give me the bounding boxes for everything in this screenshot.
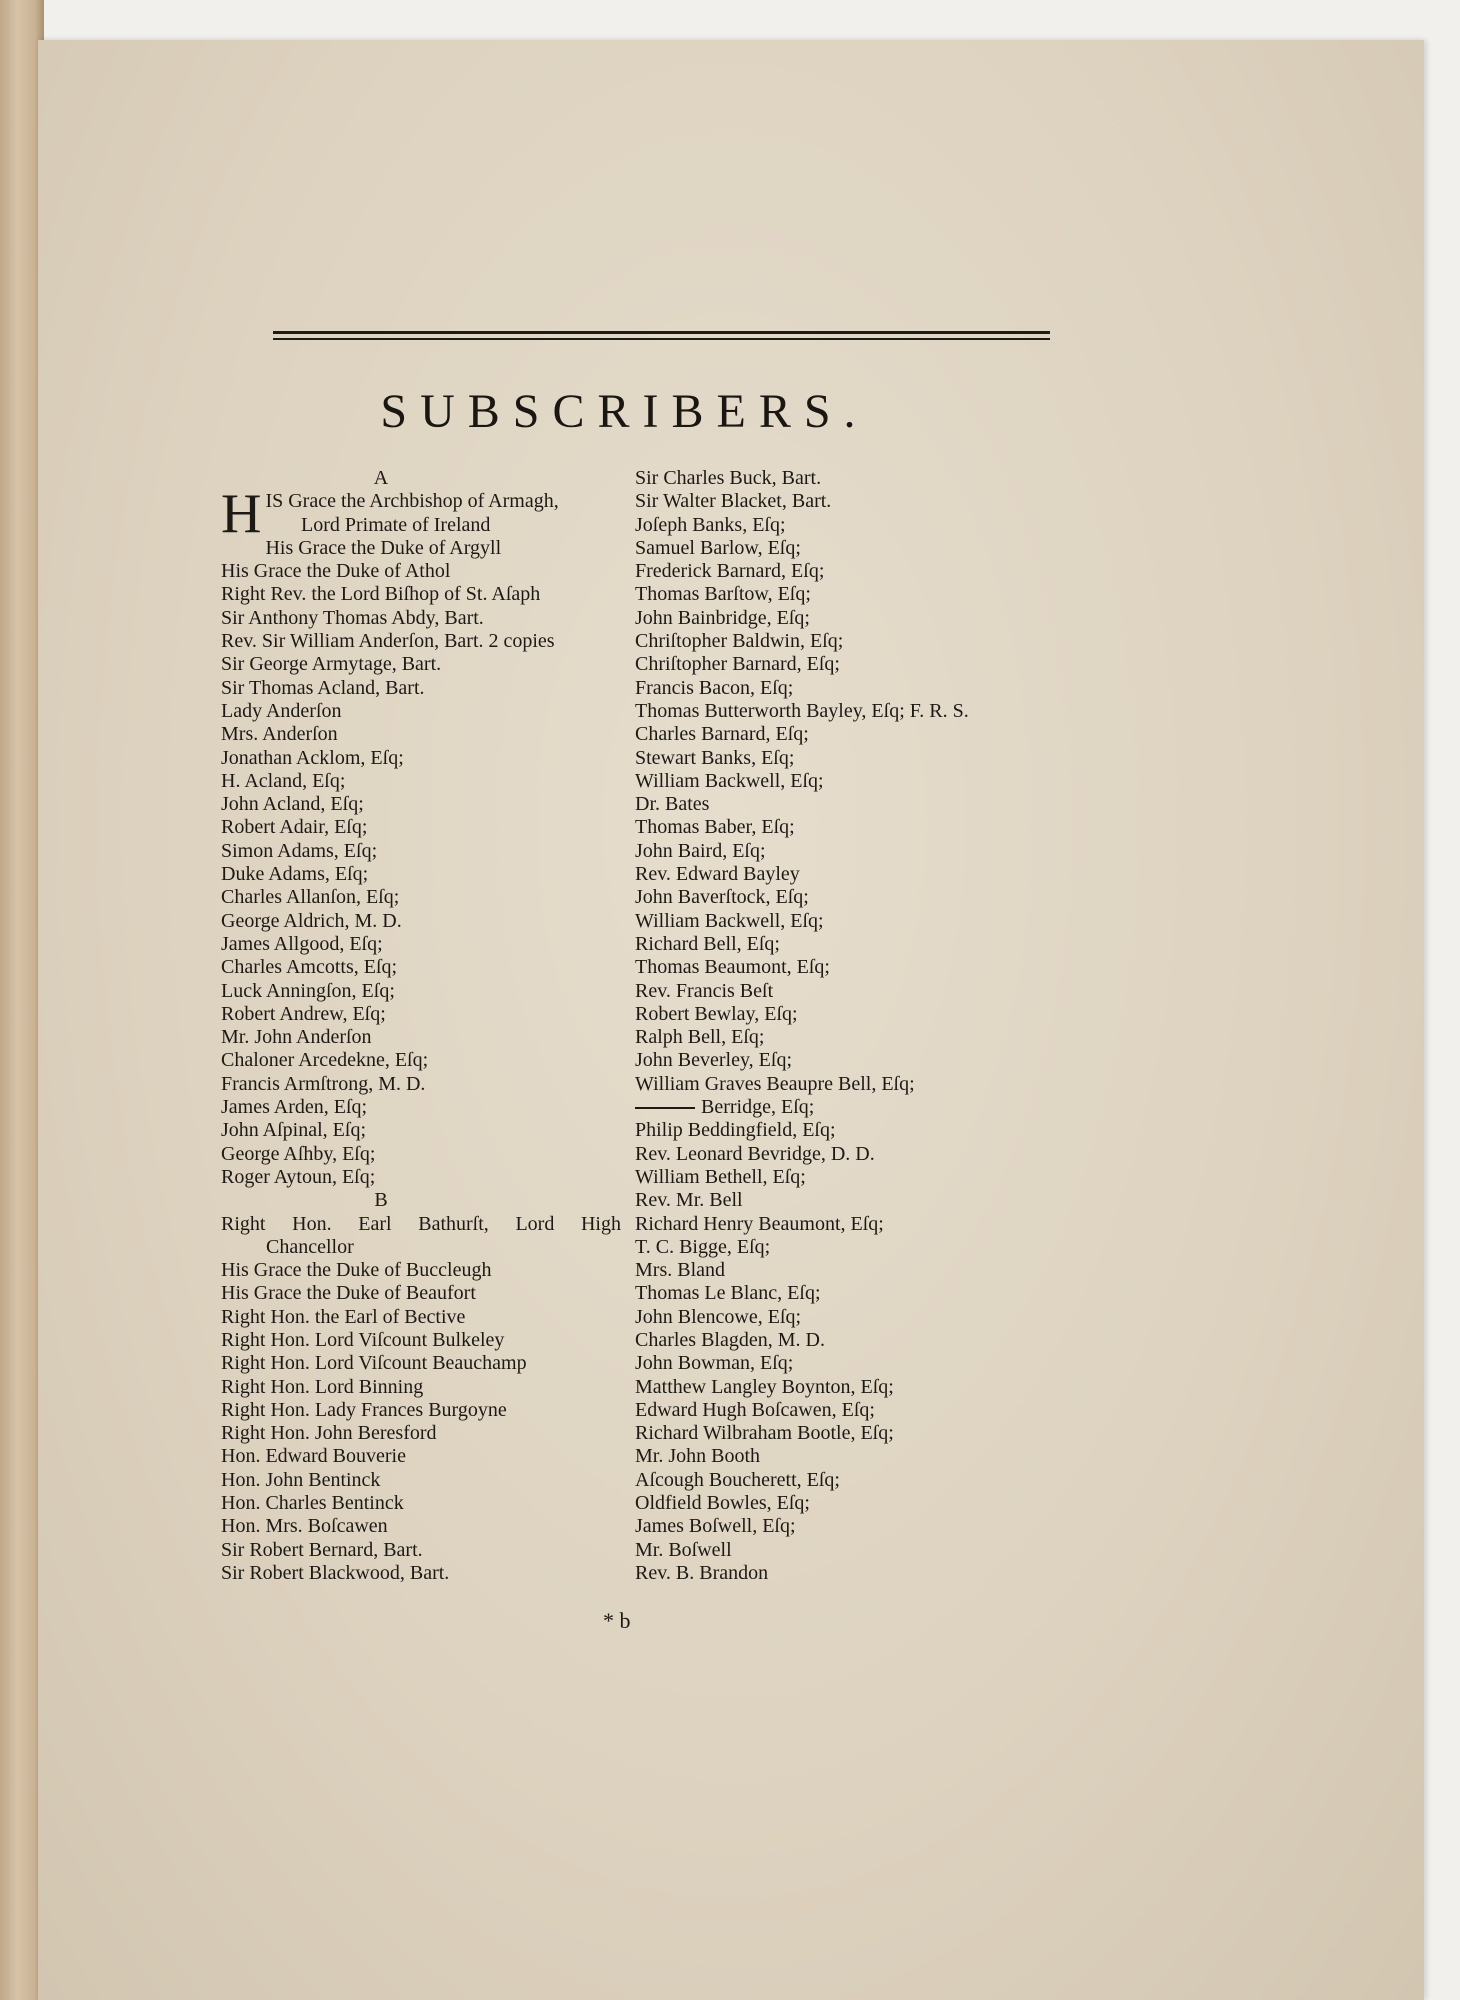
list-item: Stewart Banks, Eſq; (635, 746, 795, 769)
list-item: James Arden, Eſq; (221, 1096, 368, 1119)
subscriber-column-left (221, 467, 621, 1585)
list-item: Mr. Boſwell (635, 1538, 732, 1561)
list-item: Hon. Edward Bouverie (221, 1445, 406, 1468)
list-item: Sir Charles Buck, Bart. (635, 467, 822, 489)
list-item: Aſcough Boucherett, Eſq; (635, 1468, 840, 1491)
list-item: Duke Adams, Eſq; (221, 863, 369, 886)
list-item: Chriſtopher Baldwin, Eſq; (635, 630, 844, 653)
list-item: Rev. Francis Beſt (635, 979, 774, 1002)
list-item: Oldfield Bowles, Eſq; (635, 1492, 810, 1515)
list-item: John Baird, Eſq; (635, 839, 766, 862)
list-item: Edward Hugh Boſcawen, Eſq; (635, 1398, 875, 1421)
list-item: Rev. Leonard Bevridge, D. D. (635, 1142, 875, 1165)
list-item: Lady Anderſon (221, 699, 342, 722)
list-item: Chriſtopher Barnard, Eſq; (635, 653, 840, 676)
list-item: Sir Anthony Thomas Abdy, Bart. (221, 606, 484, 629)
list-item: Right Hon. Lord Viſcount Beauchamp (221, 1352, 527, 1375)
list-item: Mrs. Bland (635, 1259, 725, 1282)
list-item: His Grace the Duke of Beaufort (221, 1282, 476, 1305)
list-item: T. C. Bigge, Eſq; (635, 1235, 771, 1258)
list-item: Charles Blagden, M. D. (635, 1328, 825, 1351)
list-item: Right Rev. the Lord Biſhop of St. Aſaph (221, 583, 541, 606)
list-item: H. Acland, Eſq; (221, 769, 346, 792)
list-item: John Beverley, Eſq; (635, 1049, 793, 1072)
drop-cap: H (221, 483, 262, 546)
list-item: His Grace the Duke of Athol (221, 560, 451, 583)
list-item: Hon. Mrs. Boſcawen (221, 1515, 388, 1538)
list-item (635, 1096, 1055, 1119)
top-rule-thick (273, 331, 1050, 334)
list-item: Right Hon. John Beresford (221, 1422, 437, 1445)
list-item: William Bethell, Eſq; (635, 1165, 806, 1188)
list-item: James Boſwell, Eſq; (635, 1515, 796, 1538)
section-letter: A (373, 467, 389, 489)
list-item: Chancellor (266, 1235, 354, 1258)
top-rule-thin (273, 338, 1050, 340)
list-item: Right Hon. the Earl of Bective (221, 1305, 466, 1328)
list-item: Joſeph Banks, Eſq; (635, 513, 786, 536)
list-item-text: Berridge, Eſq; (701, 1096, 815, 1119)
list-item: Simon Adams, Eſq; (221, 839, 378, 862)
list-item: Hon. Charles Bentinck (221, 1492, 404, 1515)
page-title: SUBSCRIBERS. (380, 385, 869, 438)
list-item: Sir Thomas Acland, Bart. (221, 676, 425, 699)
omitted-name-dash (635, 1107, 695, 1109)
list-item: Thomas Le Blanc, Eſq; (635, 1282, 821, 1305)
list-item: Thomas Butterworth Bayley, Eſq; F. R. S. (635, 699, 969, 722)
list-item: Charles Allanſon, Eſq; (221, 886, 400, 909)
list-item: Right Hon. Lord Binning (221, 1375, 424, 1398)
list-item: Right Hon. Earl Bathurſt, Lord High (221, 1212, 621, 1235)
list-item: Sir Robert Blackwood, Bart. (221, 1561, 450, 1584)
list-item: Robert Andrew, Eſq; (221, 1002, 386, 1025)
list-item: Rev. Mr. Bell (635, 1189, 743, 1212)
list-item: Robert Bewlay, Eſq; (635, 1002, 798, 1025)
list-item: John Bainbridge, Eſq; (635, 606, 810, 629)
list-item: Sir George Armytage, Bart. (221, 653, 442, 676)
list-item: Roger Aytoun, Eſq; (221, 1165, 376, 1188)
list-item: Rev. Edward Bayley (635, 863, 800, 886)
list-item: Lord Primate of Ireland (301, 513, 491, 536)
list-item: Francis Bacon, Eſq; (635, 676, 794, 699)
list-item: Sir Robert Bernard, Bart. (221, 1538, 423, 1561)
list-item: Hon. John Bentinck (221, 1468, 381, 1491)
list-item: William Backwell, Eſq; (635, 909, 824, 932)
list-item: John Blencowe, Eſq; (635, 1305, 802, 1328)
list-item: Francis Armſtrong, M. D. (221, 1072, 426, 1095)
list-item-text: IS Grace the Archbishop of Armagh, (265, 490, 559, 513)
list-item: Mr. John Booth (635, 1445, 761, 1468)
list-item: Mr. John Anderſon (221, 1026, 372, 1049)
list-item: Right Hon. Lady Frances Burgoyne (221, 1398, 507, 1421)
list-item: Jonathan Acklom, Eſq; (221, 746, 404, 769)
list-item: John Bowman, Eſq; (635, 1352, 794, 1375)
list-item: His Grace the Duke of Buccleugh (221, 1259, 492, 1282)
list-item: His Grace the Duke of Argyll (265, 536, 502, 559)
list-item: Luck Anningſon, Eſq; (221, 979, 395, 1002)
list-item: John Acland, Eſq; (221, 793, 364, 816)
list-item: Sir Walter Blacket, Bart. (635, 490, 832, 513)
list-item: Robert Adair, Eſq; (221, 816, 368, 839)
list-item: George Aldrich, M. D. (221, 909, 402, 932)
list-item: Rev. Sir William Anderſon, Bart. 2 copies (221, 630, 555, 653)
subscriber-column-right (635, 467, 1055, 1585)
list-item: George Aſhby, Eſq; (221, 1142, 376, 1165)
list-item: Richard Wilbraham Bootle, Eſq; (635, 1422, 894, 1445)
list-item: William Graves Beaupre Bell, Eſq; (635, 1072, 915, 1095)
list-item: Charles Amcotts, Eſq; (221, 956, 398, 979)
list-item: Frederick Barnard, Eſq; (635, 560, 825, 583)
list-item: John Baverſtock, Eſq; (635, 886, 809, 909)
signature-mark: * b (603, 1608, 631, 1633)
list-item: Thomas Barſtow, Eſq; (635, 583, 811, 606)
list-item: Ralph Bell, Eſq; (635, 1026, 765, 1049)
list-item: Matthew Langley Boynton, Eſq; (635, 1375, 894, 1398)
list-item: Thomas Beaumont, Eſq; (635, 956, 830, 979)
list-item: Chaloner Arcedekne, Eſq; (221, 1049, 429, 1072)
list-item: Right Hon. Lord Viſcount Bulkeley (221, 1328, 505, 1351)
list-item: Richard Bell, Eſq; (635, 932, 780, 955)
list-item: Mrs. Anderſon (221, 723, 338, 746)
list-item: Thomas Baber, Eſq; (635, 816, 795, 839)
list-item: Samuel Barlow, Eſq; (635, 536, 801, 559)
list-item: Rev. B. Brandon (635, 1561, 769, 1584)
section-letter: B (374, 1189, 388, 1212)
list-item: John Aſpinal, Eſq; (221, 1119, 366, 1142)
list-item: Richard Henry Beaumont, Eſq; (635, 1212, 884, 1235)
list-item: Dr. Bates (635, 793, 710, 816)
list-item: Philip Beddingfield, Eſq; (635, 1119, 836, 1142)
list-item: William Backwell, Eſq; (635, 769, 824, 792)
list-item: James Allgood, Eſq; (221, 932, 383, 955)
list-item: Charles Barnard, Eſq; (635, 723, 809, 746)
